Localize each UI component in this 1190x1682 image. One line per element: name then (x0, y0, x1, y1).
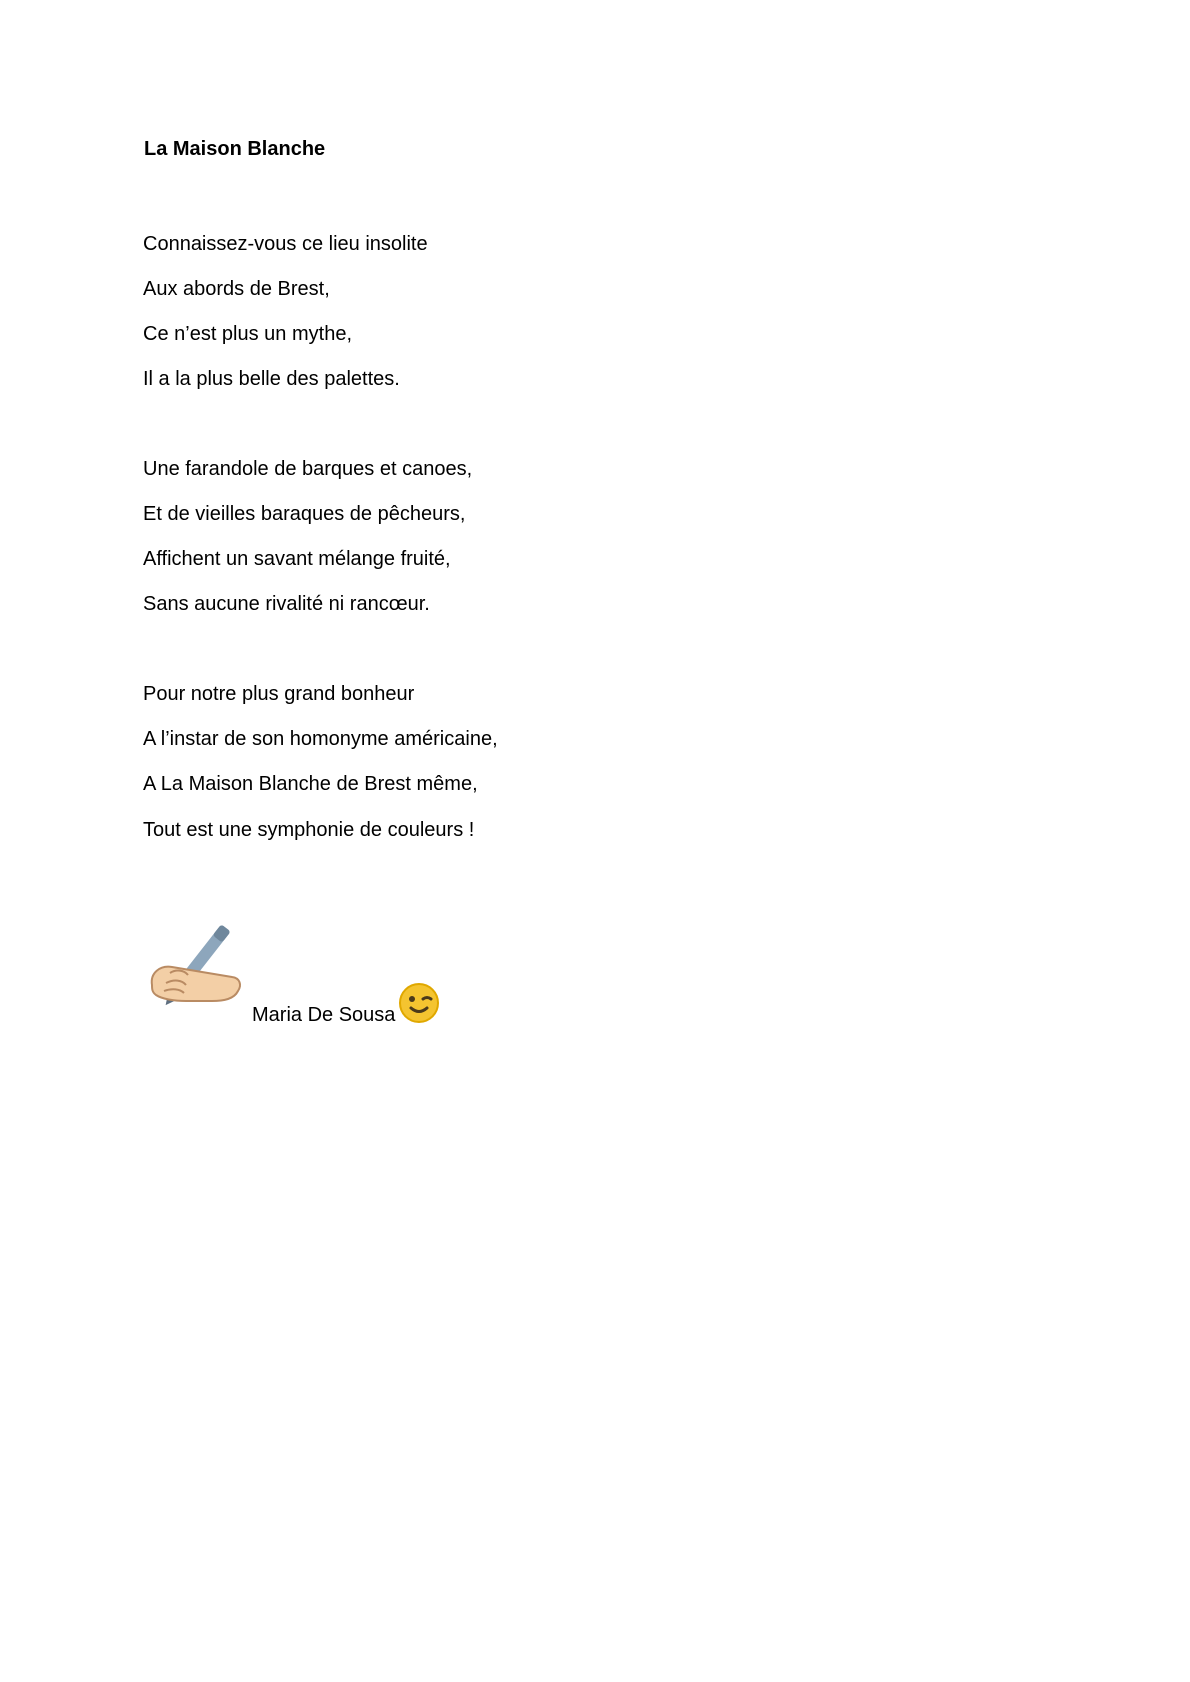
signature-author: Maria De Sousa (252, 1004, 396, 1026)
poem-line: Et de vieilles baraques de pêcheurs, (143, 503, 466, 525)
poem-line: Sans aucune rivalité ni rancœur. (143, 593, 430, 615)
poem-title: La Maison Blanche (144, 138, 326, 160)
poem-line: Affichent un savant mélange fruité, (143, 548, 451, 570)
winking-face-icon (398, 982, 440, 1024)
writing-hand-icon (146, 915, 250, 1019)
poem-line: Aux abords de Brest, (143, 278, 330, 300)
poem-line: Il a la plus belle des palettes. (143, 368, 400, 390)
poem-line: Pour notre plus grand bonheur (143, 683, 415, 705)
poem-line: A La Maison Blanche de Brest même, (143, 773, 478, 795)
poem-line: Une farandole de barques et canoes, (143, 458, 473, 480)
poem-line: Ce n’est plus un mythe, (143, 323, 352, 345)
poem-line: Tout est une symphonie de couleurs ! (143, 819, 475, 841)
poem-line: A l’instar de son homonyme américaine, (143, 728, 498, 750)
poem-line: Connaissez-vous ce lieu insolite (143, 233, 428, 255)
